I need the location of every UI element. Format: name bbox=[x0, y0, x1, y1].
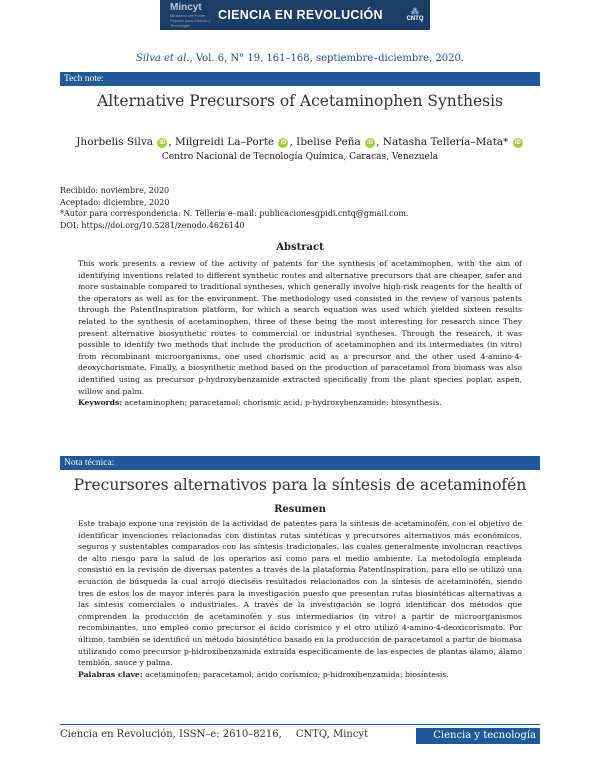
orcid-icon[interactable]: iD bbox=[159, 140, 166, 146]
resumen-text: Este trabajo expone una revisión de la actividad de patentes para la síntesis de acetaminofén, con el objetivo de identificar invenciones relacionadas con distintas rutas sintéticas y precursores alternativos más económicos, seguros y sustentables comparados con las síntesis tradicionales, las cuales generalmente involucran reactivos de alto riesgo para la salud de los operarios así como para el medio ambiente. La metodología empleada consistió en la revisión de diversas patentes a través de la plataforma PatentInspiration, para ello se utilizó una ecuación de búsqueda la cual arrojó dieciséis resultados relacionados con la síntesis de acetaminofén, siendo tres de estos los de mayor interés para la investigación puesto que presentan rutas biosintéticas alternativas a las síntesis comerciales o industriales. A través de la investigación se logró identificar dos métodos que comprenden la producción de acetaminofén y sus intermediarios (in vitro) a partir de microorganismos recombinantes, uno empleó como precursor el ácido corísmico y el otro utilizó 4-amino-4-deoxicorismato. Por último, también se identificó un método biosintético basado en la producción de paracetamol a partir de biomasa utilizando como precursor p-hidroxibenzamida extraída específicamente de las especies de plantas álamo, álamo temblón, sauce y palma. Palabras clave: acetaminofen; paracetamol; ácido corísmico; p-hidroxibenzamida; biosíntesis. bbox=[78, 519, 522, 679]
author-name: Milgreidi La–Porte bbox=[175, 136, 275, 148]
cntq-logo: ⁂ CNTQ bbox=[400, 8, 430, 22]
english-title: Alternative Precursors of Acetaminophen Synthesis bbox=[97, 92, 503, 110]
section-label-spanish: Nota técnica: bbox=[60, 456, 540, 470]
abstract-text: This work presents a review of the activity of patents for the synthesis of acetaminophen, with the aim of identifying inventions related to different synthetic routes and alternative precursors that are cheaper, safer and more sustainable compared to traditional syntheses, which generally involve high-risk reagents for the health of the operators as well as for the environment. The methodology used consisted in the review of various patents through the PatentInspiration platform, for which a search equation was used which yielded sixteen results related to the synthesis of acetaminophen, three of these being the most interesting for research since They present alternative biosynthetic routes to commercial or industrial syntheses. Through the research, it was possible to identify two methods that include the production of acetaminophen and its intermediates (in vitro) from recombinant microorganisms, one used chorismic acid as a precursor and the other used 4-amino-4-deoxychorismate. Finally, a biosynthetic method based on the production of paracetamol from biomass was also identified using as precursor p-hydroxybenzamide extracted specifically from the plant species poplar, aspen, willow and palm. Keywords: acetaminophen; paracetamol; chorismic acid; p-hydroxybenzamide; biosynthesis. bbox=[78, 259, 522, 408]
citation-line: Silva et al., Vol. 6, N° 19, 161–168, septiembre–diciembre, 2020. bbox=[135, 53, 465, 64]
ministry-logo: Mincyt Ministerio del Poder Popular para Ciencia y Tecnología bbox=[170, 2, 211, 28]
orcid-icon[interactable]: iD bbox=[514, 140, 521, 146]
page-number-box: Ciencia y tecnología 161 bbox=[416, 728, 540, 744]
cntq-mark-icon: ⁂ bbox=[411, 7, 419, 16]
orcid-icon[interactable]: iD bbox=[280, 140, 287, 146]
spanish-title: Precursores alternativos para la síntesis de acetaminofén bbox=[73, 476, 527, 494]
author-list: Jhorbelis Silva iD , Milgreidi La–Porte iD , Ibelise Peña iD , Natasha Tellería–Mata* iD bbox=[76, 136, 521, 148]
received-date: Recibido: noviembre, 2020 bbox=[60, 186, 170, 195]
section-label-english: Tech note: bbox=[60, 72, 540, 86]
footer-info: Ciencia en Revolución, ISSN–e: 2610–8216, CNTQ, Mincyt bbox=[60, 729, 369, 740]
affiliation: Centro Nacional de Tecnología Química, Caracas, Venezuela bbox=[161, 152, 439, 162]
footer-rule bbox=[60, 724, 540, 725]
journal-name: CIENCIA EN REVOLUCIÓN bbox=[218, 8, 383, 22]
accepted-date: Aceptado: diciembre, 2020 bbox=[60, 197, 170, 207]
palabras-clave: Palabras clave: acetaminofen; paracetamol; ácido corísmico; p-hidroxibenzamida; biosíntesis. bbox=[78, 669, 449, 679]
resumen-heading: Resumen bbox=[274, 504, 326, 515]
abstract-heading: Abstract bbox=[276, 242, 324, 253]
author-name: Jhorbelis Silva bbox=[76, 136, 154, 148]
correspondence[interactable]: *Autor para correspondencia: N. Tellería e–mail: publicacionesgpidi.cntq@gmail.com. bbox=[60, 209, 409, 218]
keywords: Keywords: acetaminophen; paracetamol; chorismic acid; p-hydroxybenzamide; biosynthesis. bbox=[78, 398, 442, 408]
author-name: Ibelise Peña bbox=[296, 136, 361, 148]
orcid-icon[interactable]: iD bbox=[367, 140, 374, 146]
page-number: 161 bbox=[516, 746, 536, 757]
journal-banner bbox=[160, 0, 430, 30]
author-name: Natasha Tellería–Mata* bbox=[382, 136, 509, 148]
doi-link[interactable]: DOI: https://doi.org/10.5281/zenodo.4626140 bbox=[60, 220, 245, 230]
article-metadata bbox=[60, 185, 408, 231]
